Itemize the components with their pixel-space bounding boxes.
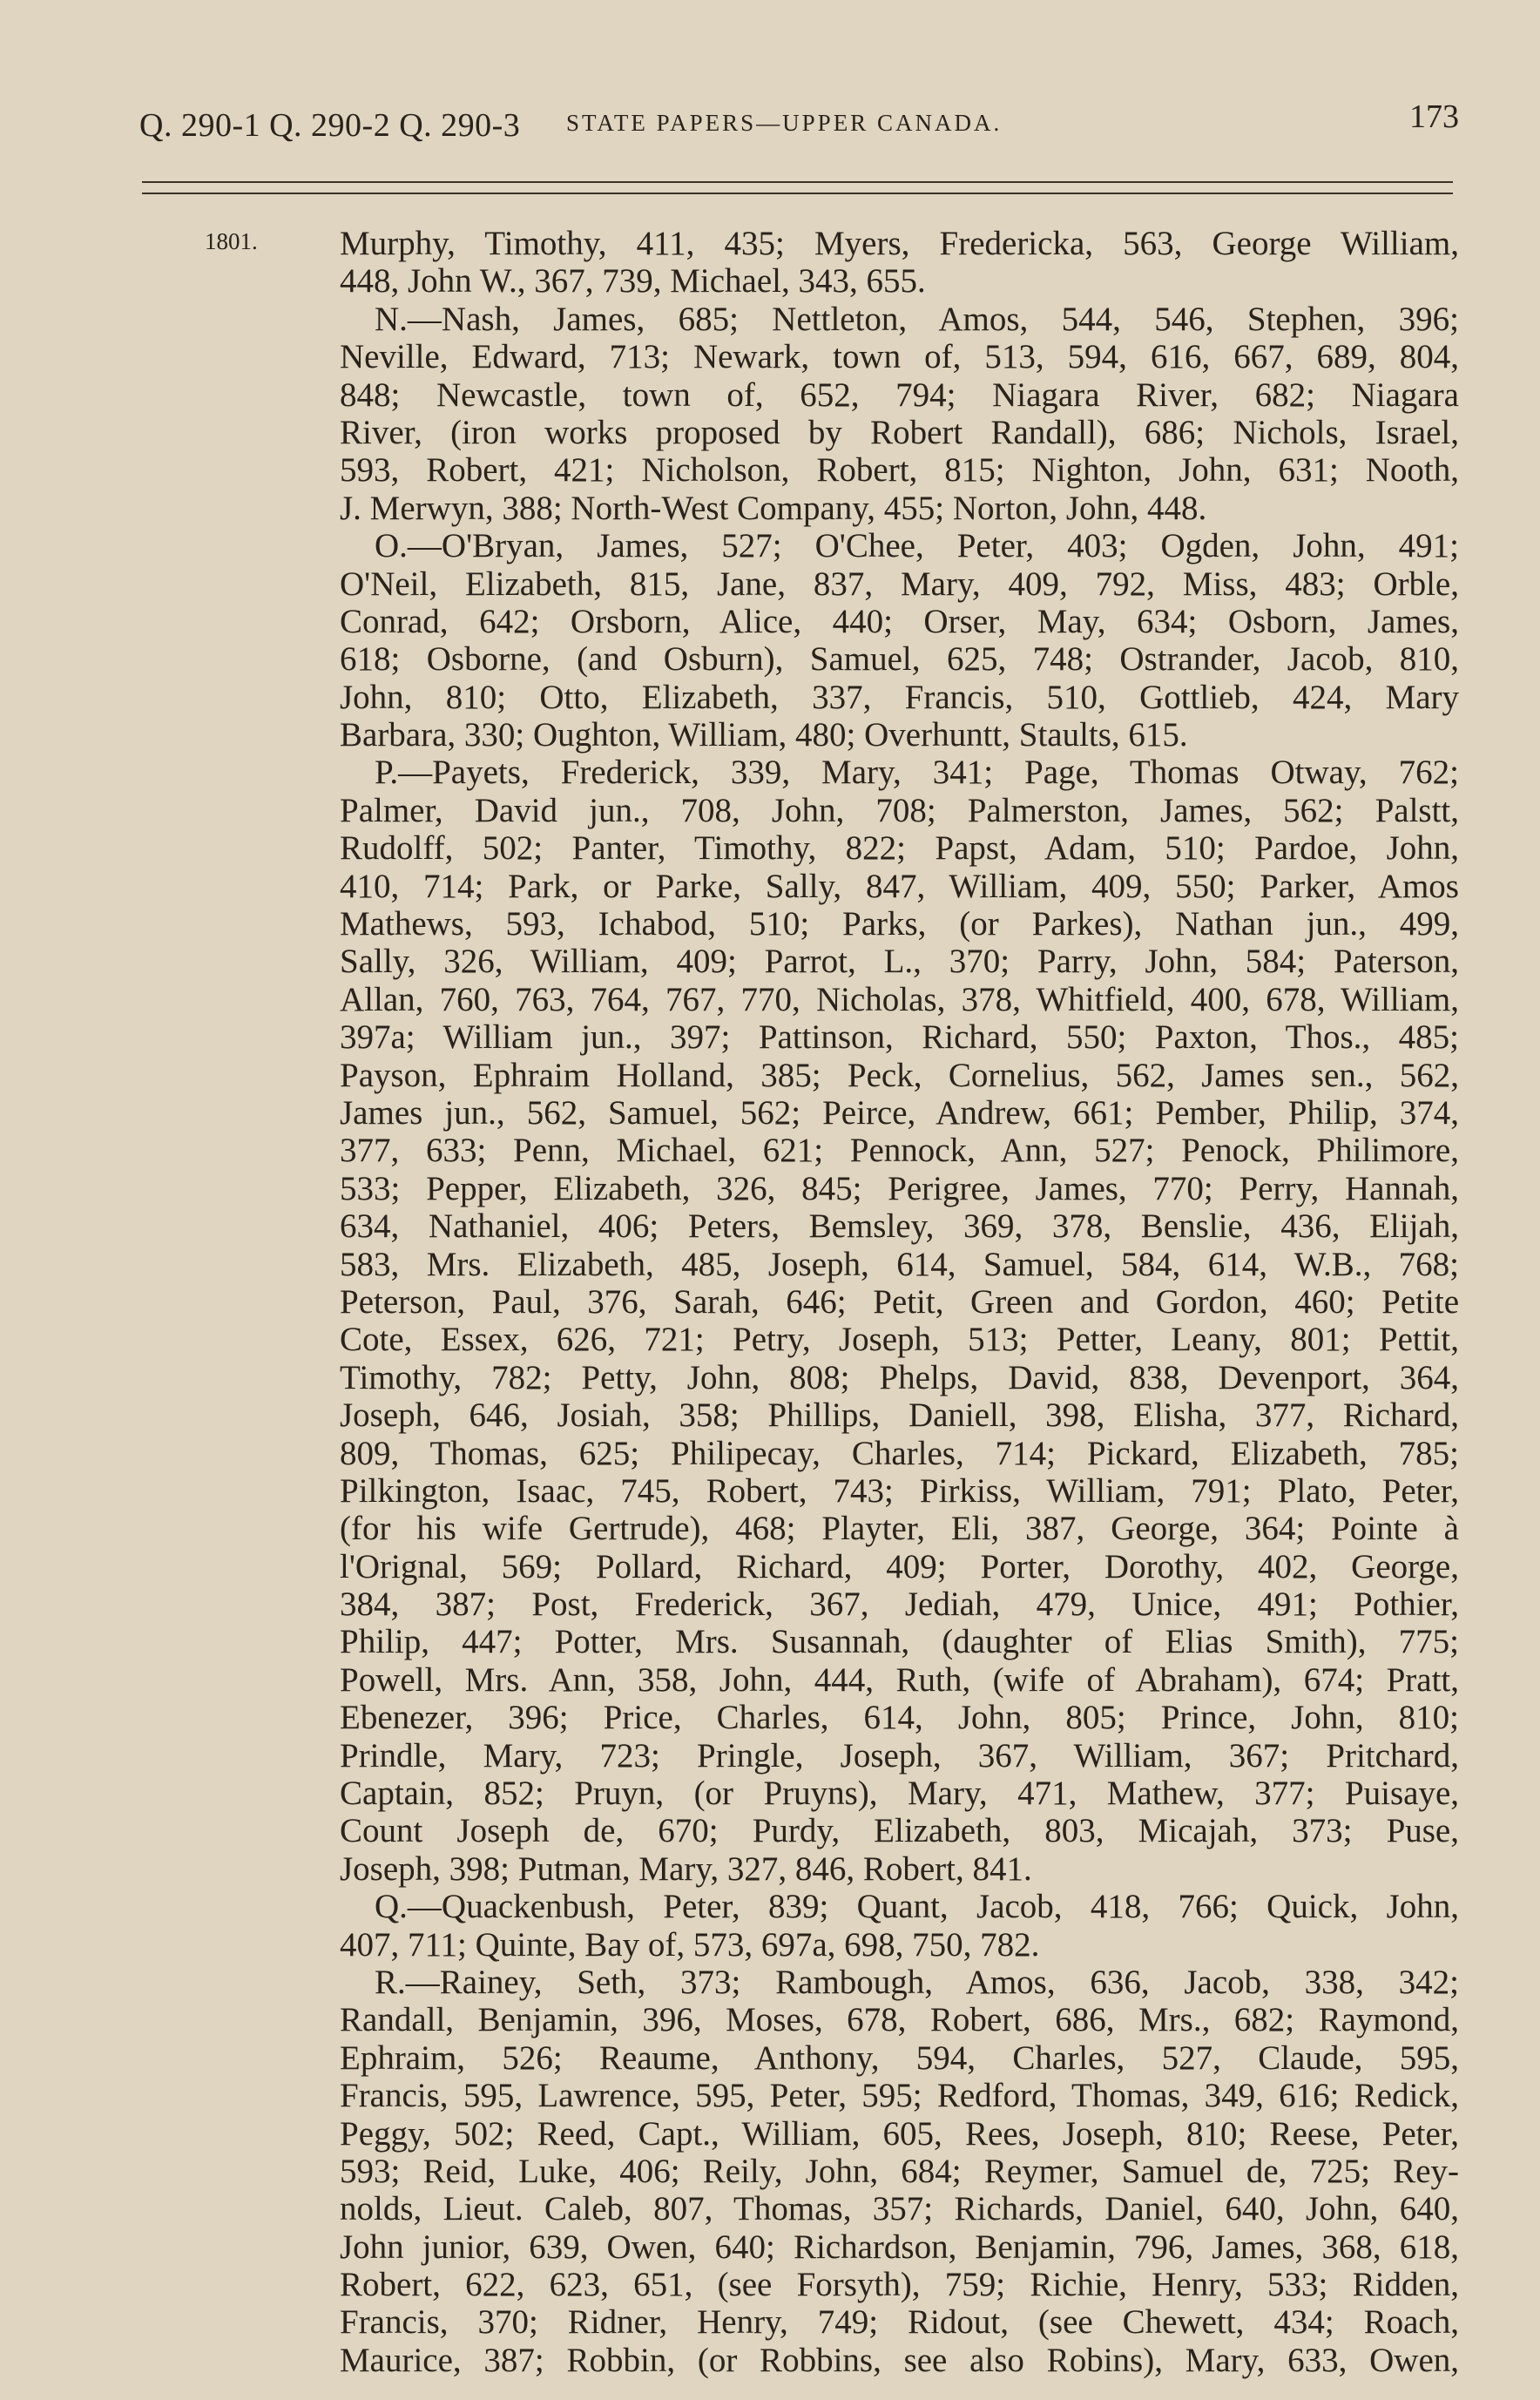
index-line: Captain, 852; Pruyn, (or Pruyns), Mary, 471, Mathew, 377; Puisaye, — [340, 1775, 1459, 1813]
index-line: John, 810; Otto, Elizabeth, 337, Francis, 510, Gottlieb, 424, Mary — [340, 678, 1459, 716]
index-line: Sally, 326, William, 409; Parrot, L., 370; Parry, John, 584; Paterson, — [340, 943, 1459, 981]
index-line: Joseph, 398; Putman, Mary, 327, 846, Robert, 841. — [340, 1849, 1032, 1888]
index-line: Mathews, 593, Ichabod, 510; Parks, (or Parkes), Nathan jun., 499, — [340, 905, 1459, 943]
index-line: R.—Rainey, Seth, 373; Rambough, Amos, 636, Jacob, 338, 342; — [375, 1963, 1459, 2001]
index-line: 593; Reid, Luke, 406; Reily, John, 684; Reymer, Samuel de, 725; Rey- — [340, 2152, 1459, 2190]
header-rule-bottom — [142, 193, 1453, 194]
index-line: J. Merwyn, 388; North-West Company, 455; Norton, John, 448. — [340, 489, 1207, 527]
index-line: Powell, Mrs. Ann, 358, John, 444, Ruth, (wife of Abraham), 674; Pratt, — [340, 1660, 1459, 1699]
index-line: P.—Payets, Frederick, 339, Mary, 341; Page, Thomas Otway, 762; — [375, 754, 1459, 792]
index-line: 397a; William jun., 397; Pattinson, Richard, 550; Paxton, Thos., 485; — [340, 1018, 1459, 1057]
index-line: Neville, Edward, 713; Newark, town of, 513, 594, 616, 667, 689, 804, — [340, 338, 1459, 376]
index-line: Palmer, David jun., 708, John, 708; Palmerston, James, 562; Palstt, — [340, 791, 1459, 829]
page-number: 173 — [1409, 98, 1459, 135]
index-line: 593, Robert, 421; Nicholson, Robert, 815; Nighton, John, 631; Nooth, — [340, 451, 1459, 490]
index-line: N.—Nash, James, 685; Nettleton, Amos, 544, 546, Stephen, 396; — [375, 300, 1459, 338]
running-title: STATE PAPERS—UPPER CANADA. — [566, 110, 1003, 136]
index-line: Barbara, 330; Oughton, William, 480; Overhuntt, Staults, 615. — [340, 716, 1188, 754]
index-line: Philip, 447; Potter, Mrs. Susannah, (daughter of Elias Smith), 775; — [340, 1623, 1459, 1661]
index-line: Ebenezer, 396; Price, Charles, 614, John, 805; Prince, John, 810; — [340, 1699, 1459, 1737]
index-line: River, (iron works proposed by Robert Randall), 686; Nichols, Israel, — [340, 413, 1459, 451]
index-line: Rudolff, 502; Panter, Timothy, 822; Papst, Adam, 510; Pardoe, John, — [340, 829, 1459, 868]
index-line: John junior, 639, Owen, 640; Richardson, Benjamin, 796, James, 368, 618, — [340, 2228, 1459, 2266]
header-rule-top — [142, 181, 1453, 183]
running-header — [139, 94, 1459, 146]
index-line: 410, 714; Park, or Parke, Sally, 847, William, 409, 550; Parker, Amos — [340, 867, 1459, 905]
index-line: 377, 633; Penn, Michael, 621; Pennock, Ann, 527; Penock, Philimore, — [340, 1132, 1459, 1170]
index-line: Murphy, Timothy, 411, 435; Myers, Fredericka, 563, George William, — [340, 225, 1459, 262]
index-line: Peggy, 502; Reed, Capt., William, 605, Rees, Joseph, 810; Reese, Peter, — [340, 2114, 1459, 2153]
index-line: O'Neil, Elizabeth, 815, Jane, 837, Mary, 409, 792, Miss, 483; Orble, — [340, 565, 1459, 603]
index-line: Prindle, Mary, 723; Pringle, Joseph, 367, William, 367; Pritchard, — [340, 1736, 1459, 1775]
index-line: Count Joseph de, 670; Purdy, Elizabeth, 803, Micajah, 373; Puse, — [340, 1812, 1459, 1850]
index-line: nolds, Lieut. Caleb, 807, Thomas, 357; Richards, Daniel, 640, John, 640, — [340, 2190, 1459, 2228]
index-line: 618; Osborne, (and Osburn), Samuel, 625, 748; Ostrander, Jacob, 810, — [340, 640, 1459, 679]
index-line: Randall, Benjamin, 396, Moses, 678, Robert, 686, Mrs., 682; Raymond, — [340, 2001, 1459, 2039]
index-line: James jun., 562, Samuel, 562; Peirce, Andrew, 661; Pember, Philip, 374, — [340, 1093, 1459, 1132]
index-body — [340, 225, 1459, 2379]
index-line: Peterson, Paul, 376, Sarah, 646; Petit, Green and Gordon, 460; Petite — [340, 1282, 1459, 1321]
index-line: Q.—Quackenbush, Peter, 839; Quant, Jacob, 418, 766; Quick, John, — [375, 1888, 1459, 1926]
index-line: Robert, 622, 623, 651, (see Forsyth), 759; Richie, Henry, 533; Ridden, — [340, 2266, 1459, 2304]
index-line: Maurice, 387; Robbin, (or Robbins, see also Robins), Mary, 633, Owen, — [340, 2341, 1459, 2379]
index-line: Payson, Ephraim Holland, 385; Peck, Cornelius, 562, James sen., 562, — [340, 1056, 1459, 1094]
index-line: Pilkington, Isaac, 745, Robert, 743; Pirkiss, William, 791; Plato, Peter, — [340, 1471, 1459, 1510]
index-line: 583, Mrs. Elizabeth, 485, Joseph, 614, Samuel, 584, 614, W.B., 768; — [340, 1245, 1459, 1283]
index-line: Cote, Essex, 626, 721; Petry, Joseph, 513; Petter, Leany, 801; Pettit, — [340, 1321, 1459, 1359]
index-line: Allan, 760, 763, 764, 767, 770, Nicholas, 378, Whitfield, 400, 678, William, — [340, 980, 1459, 1018]
index-line: Timothy, 782; Petty, John, 808; Phelps, David, 838, Devenport, 364, — [340, 1358, 1459, 1396]
index-line: Francis, 370; Ridner, Henry, 749; Ridout, (see Chewett, 434; Roach, — [340, 2303, 1459, 2342]
index-line: Joseph, 646, Josiah, 358; Phillips, Daniell, 398, Elisha, 377, Richard, — [340, 1396, 1459, 1435]
index-line: 809, Thomas, 625; Philipecay, Charles, 714; Pickard, Elizabeth, 785; — [340, 1434, 1459, 1472]
index-line: 384, 387; Post, Frederick, 367, Jediah, 479, Unice, 491; Pothier, — [340, 1585, 1459, 1624]
index-line: Ephraim, 526; Reaume, Anthony, 594, Charles, 527, Claude, 595, — [340, 2038, 1459, 2077]
index-line: 634, Nathaniel, 406; Peters, Bemsley, 369, 378, Benslie, 436, Elijah, — [340, 1207, 1459, 1246]
margin-year: 1801. — [205, 228, 258, 254]
index-line: Conrad, 642; Orsborn, Alice, 440; Orser, May, 634; Osborn, James, — [340, 602, 1459, 640]
index-line: (for his wife Gertrude), 468; Playter, Eli, 387, George, 364; Pointe à — [340, 1510, 1459, 1548]
index-line: l'Orignal, 569; Pollard, Richard, 409; Porter, Dorothy, 402, George, — [340, 1547, 1459, 1585]
index-line: Francis, 595, Lawrence, 595, Peter, 595; Redford, Thomas, 349, 616; Redick, — [340, 2077, 1459, 2115]
index-line: 533; Pepper, Elizabeth, 326, 845; Perigree, James, 770; Perry, Hannah, — [340, 1169, 1459, 1207]
index-line: 448, John W., 367, 739, Michael, 343, 655. — [340, 262, 926, 301]
index-line: O.—O'Bryan, James, 527; O'Chee, Peter, 403; Ogden, John, 491; — [375, 527, 1459, 565]
index-line: 407, 711; Quinte, Bay of, 573, 697a, 698, 750, 782. — [340, 1925, 1040, 1964]
document-reference: Q. 290-1 Q. 290-2 Q. 290-3 — [139, 107, 521, 144]
index-line: 848; Newcastle, town of, 652, 794; Niagara River, 682; Niagara — [340, 375, 1459, 414]
